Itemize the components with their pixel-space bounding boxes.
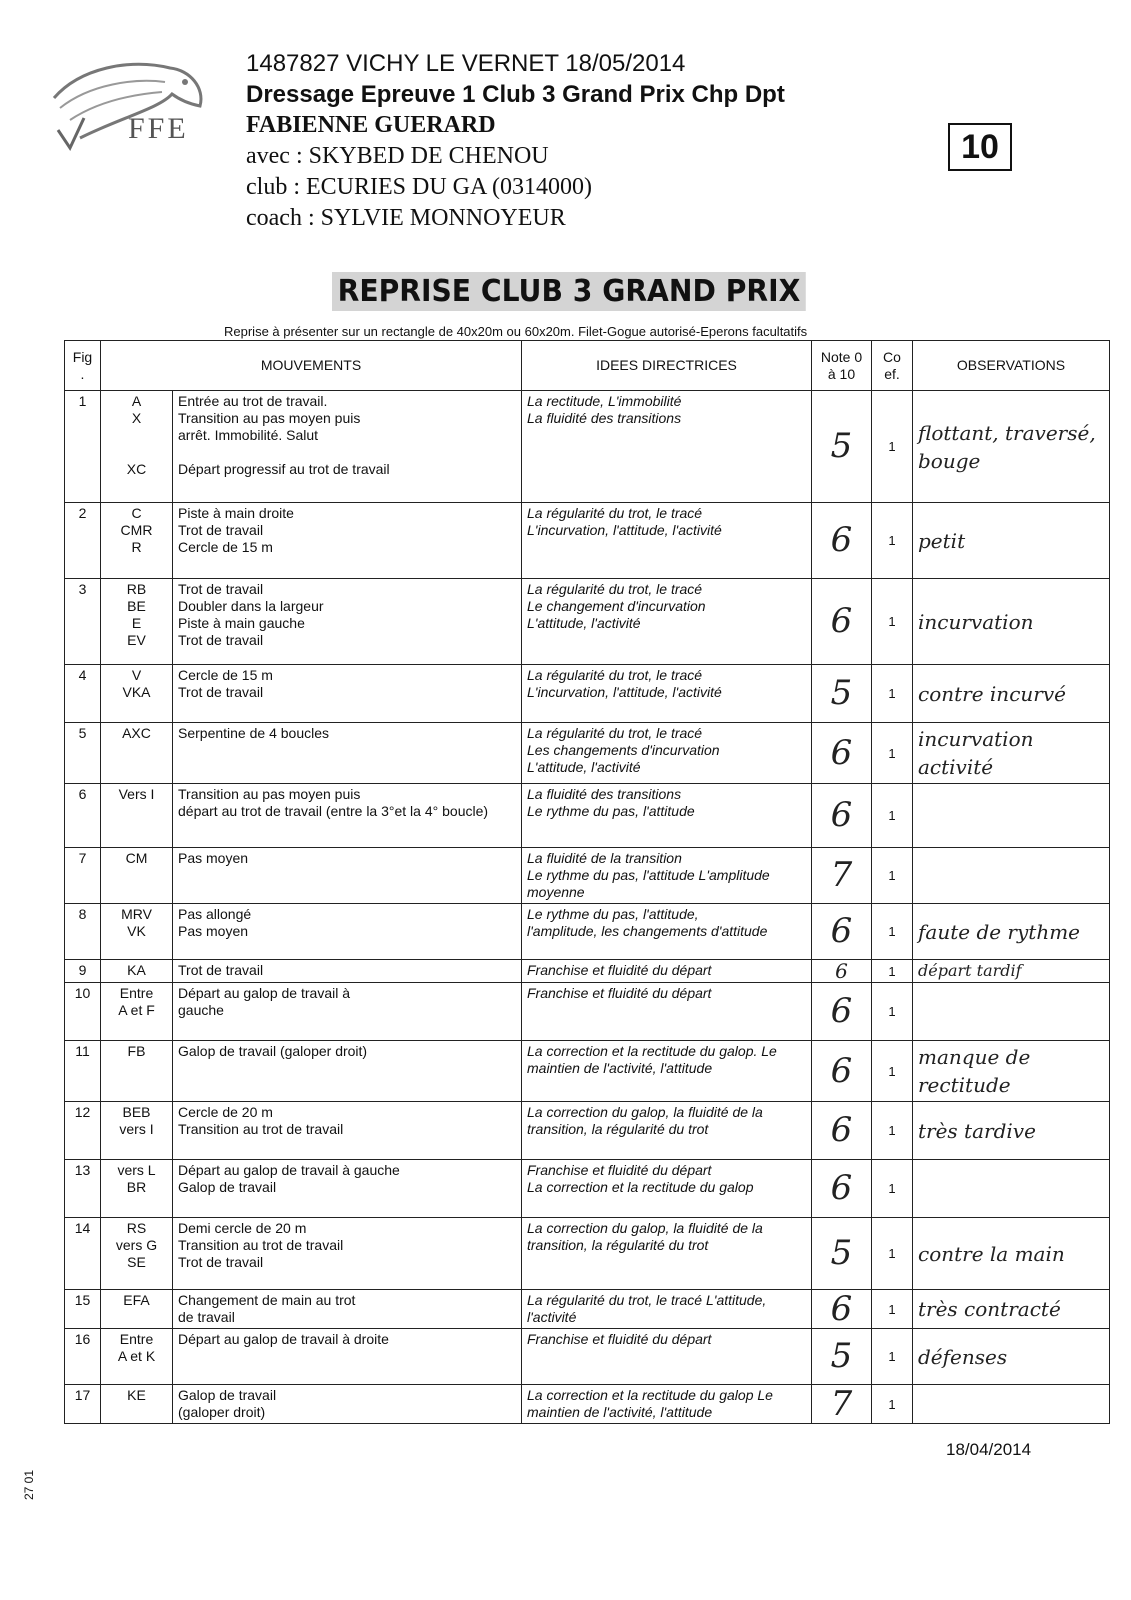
directive-ideas: La correction et la rectitude du galop. Le maintien de l'activité, l'attitude [522,1041,812,1102]
judge-observation: départ tardif [913,960,1110,983]
judge-score: 6 [812,1160,872,1218]
judge-observation: faute de rythme [913,904,1110,960]
movement-text: Cercle de 20 m Transition au trot de travail [173,1102,522,1160]
figure-number: 5 [65,723,101,784]
coefficient: 1 [872,391,913,503]
directive-ideas: La régularité du trot, le tracé L'attitude, l'activité [522,1290,812,1329]
page-title: REPRISE CLUB 3 GRAND PRIX [332,272,806,311]
movement-text: Changement de main au trot de travail [173,1290,522,1329]
judge-score: 6 [812,503,872,579]
judge-observation: très tardive [913,1102,1110,1160]
directive-ideas: Franchise et fluidité du départ La correction et la rectitude du galop [522,1160,812,1218]
judge-score: 6 [812,904,872,960]
directive-ideas: La régularité du trot, le tracé L'incurvation, l'attitude, l'activité [522,503,812,579]
figure-number: 17 [65,1385,101,1424]
table-row [65,1102,1110,1160]
table-row [65,579,1110,665]
directive-ideas: La correction du galop, la fluidité de la transition, la régularité du trot [522,1218,812,1290]
movement-text: Pas allongé Pas moyen [173,904,522,960]
judge-observation: très contracté [913,1290,1110,1329]
score-table [64,340,1110,1424]
coefficient: 1 [872,723,913,784]
figure-number: 3 [65,579,101,665]
judge-observation: incurvation [913,579,1110,665]
table-row [65,1329,1110,1385]
movement-text: Galop de travail (galoper droit) [173,1041,522,1102]
position-letters: Vers I [101,784,173,848]
side-code: 27 01 [22,1469,36,1500]
position-letters: RB BE E EV [101,579,173,665]
figure-number: 2 [65,503,101,579]
figure-number: 12 [65,1102,101,1160]
movement-text: Galop de travail (galoper droit) [173,1385,522,1424]
movement-text: Piste à main droite Trot de travail Cercle de 15 m [173,503,522,579]
figure-number: 14 [65,1218,101,1290]
horse-name: avec : SKYBED DE CHENOU [246,143,549,169]
judge-score: 7 [812,848,872,904]
coefficient: 1 [872,665,913,723]
judge-observation: défenses [913,1329,1110,1385]
judge-observation [913,1385,1110,1424]
position-letters: CM [101,848,173,904]
coefficient: 1 [872,1041,913,1102]
movement-text: Serpentine de 4 boucles [173,723,522,784]
directive-ideas: La rectitude, L'immobilité La fluidité des transitions [522,391,812,503]
coefficient: 1 [872,579,913,665]
table-row [65,391,1110,503]
judge-observation [913,784,1110,848]
movement-text: Trot de travail [173,960,522,983]
coefficient: 1 [872,960,913,983]
judge-observation: contre incurvé [913,665,1110,723]
coefficient: 1 [872,1160,913,1218]
directive-ideas: La régularité du trot, le tracé L'incurvation, l'attitude, l'activité [522,665,812,723]
logo-text: FFE [128,112,189,145]
position-letters: FB [101,1041,173,1102]
judge-score: 7 [812,1385,872,1424]
movement-text: Départ au galop de travail à gauche [173,983,522,1041]
table-row [65,848,1110,904]
position-letters: Entre A et K [101,1329,173,1385]
judge-score: 6 [812,579,872,665]
judge-score: 6 [812,1102,872,1160]
judge-score: 5 [812,1218,872,1290]
header-observations: OBSERVATIONS [913,341,1110,391]
coach-name: coach : SYLVIE MONNOYEUR [246,205,566,231]
coefficient: 1 [872,904,913,960]
figure-number: 11 [65,1041,101,1102]
directive-ideas: La correction du galop, la fluidité de la transition, la régularité du trot [522,1102,812,1160]
judge-observation: incurvation activité [913,723,1110,784]
table-row [65,1290,1110,1329]
judge-score: 6 [812,784,872,848]
figure-number: 1 [65,391,101,503]
movement-text: Départ au galop de travail à droite [173,1329,522,1385]
coefficient: 1 [872,1102,913,1160]
judge-observation [913,1160,1110,1218]
judge-score: 6 [812,1041,872,1102]
ffe-logo [40,48,220,158]
header-idees: IDEES DIRECTRICES [522,341,812,391]
judge-score: 5 [812,665,872,723]
directive-ideas: La fluidité des transitions Le rythme du pas, l'attitude [522,784,812,848]
position-letters: MRV VK [101,904,173,960]
directive-ideas: Franchise et fluidité du départ [522,960,812,983]
directive-ideas: La correction et la rectitude du galop Le maintien de l'activité, l'attitude [522,1385,812,1424]
coefficient: 1 [872,1218,913,1290]
directive-ideas: La régularité du trot, le tracé Les changements d'incurvation L'attitude, l'activité [522,723,812,784]
table-row [65,904,1110,960]
figure-number: 13 [65,1160,101,1218]
event-line: 1487827 VICHY LE VERNET 18/05/2014 [246,50,686,77]
judge-score: 5 [812,1329,872,1385]
position-letters: EFA [101,1290,173,1329]
header-coef: Co ef. [872,341,913,391]
table-row [65,960,1110,983]
position-letters: KE [101,1385,173,1424]
competitor-number-box: 10 [948,123,1012,171]
header-mouvements: MOUVEMENTS [101,341,522,391]
figure-number: 8 [65,904,101,960]
judge-observation [913,848,1110,904]
figure-number: 16 [65,1329,101,1385]
coefficient: 1 [872,784,913,848]
judge-observation: manque de rectitude [913,1041,1110,1102]
epreuve-line: Dressage Epreuve 1 Club 3 Grand Prix Chp Dpt [246,81,785,108]
judge-score: 6 [812,723,872,784]
judge-observation: flottant, traversé, bouge [913,391,1110,503]
table-row [65,665,1110,723]
table-row [65,1218,1110,1290]
coefficient: 1 [872,848,913,904]
coefficient: 1 [872,1329,913,1385]
directive-ideas: Le rythme du pas, l'attitude, l'amplitude, les changements d'attitude [522,904,812,960]
directive-ideas: La fluidité de la transition Le rythme du pas, l'attitude L'amplitude moyenne [522,848,812,904]
coefficient: 1 [872,1290,913,1329]
judge-score: 6 [812,960,872,983]
movement-text: Transition au pas moyen puis départ au trot de travail (entre la 3°et la 4° boucle) [173,784,522,848]
table-header-row [65,341,1110,391]
figure-number: 15 [65,1290,101,1329]
movement-text: Cercle de 15 m Trot de travail [173,665,522,723]
figure-number: 7 [65,848,101,904]
header-fig: Fig . [65,341,101,391]
position-letters: vers L BR [101,1160,173,1218]
table-row [65,1160,1110,1218]
directive-ideas: Franchise et fluidité du départ [522,1329,812,1385]
position-letters: V VKA [101,665,173,723]
judge-observation [913,983,1110,1041]
coefficient: 1 [872,503,913,579]
coefficient: 1 [872,1385,913,1424]
position-letters: Entre A et F [101,983,173,1041]
directive-ideas: La régularité du trot, le tracé Le changement d'incurvation L'attitude, l'activité [522,579,812,665]
judge-score: 5 [812,391,872,503]
position-letters: AXC [101,723,173,784]
position-letters: C CMR R [101,503,173,579]
judge-score: 6 [812,1290,872,1329]
table-row [65,723,1110,784]
table-row [65,1041,1110,1102]
movement-text: Départ au galop de travail à gauche Galop de travail [173,1160,522,1218]
table-row [65,784,1110,848]
table-row [65,983,1110,1041]
rider-name: FABIENNE GUERARD [246,112,496,138]
header-note: Note 0 à 10 [812,341,872,391]
movement-text: Pas moyen [173,848,522,904]
page-subtitle: Reprise à présenter sur un rectangle de 40x20m ou 60x20m. Filet-Gogue autorisé-Eperons facultatifs [224,324,808,339]
directive-ideas: Franchise et fluidité du départ [522,983,812,1041]
footer-date: 18/04/2014 [946,1440,1032,1459]
club-name: club : ECURIES DU GA (0314000) [246,174,592,200]
position-letters: RS vers G SE [101,1218,173,1290]
movement-text: Trot de travail Doubler dans la largeur Piste à main gauche Trot de travail [173,579,522,665]
position-letters: BEB vers I [101,1102,173,1160]
table-row [65,1385,1110,1424]
judge-score: 6 [812,983,872,1041]
movement-text: Entrée au trot de travail. Transition au pas moyen puis arrêt. Immobilité. Salut Départ progressif au trot de travail [173,391,522,503]
judge-observation: contre la main [913,1218,1110,1290]
figure-number: 10 [65,983,101,1041]
table-row [65,503,1110,579]
coefficient: 1 [872,983,913,1041]
figure-number: 6 [65,784,101,848]
position-letters: KA [101,960,173,983]
figure-number: 4 [65,665,101,723]
competitor-header [246,48,785,234]
figure-number: 9 [65,960,101,983]
judge-observation: petit [913,503,1110,579]
position-letters: A X XC [101,391,173,503]
movement-text: Demi cercle de 20 m Transition au trot de travail Trot de travail [173,1218,522,1290]
